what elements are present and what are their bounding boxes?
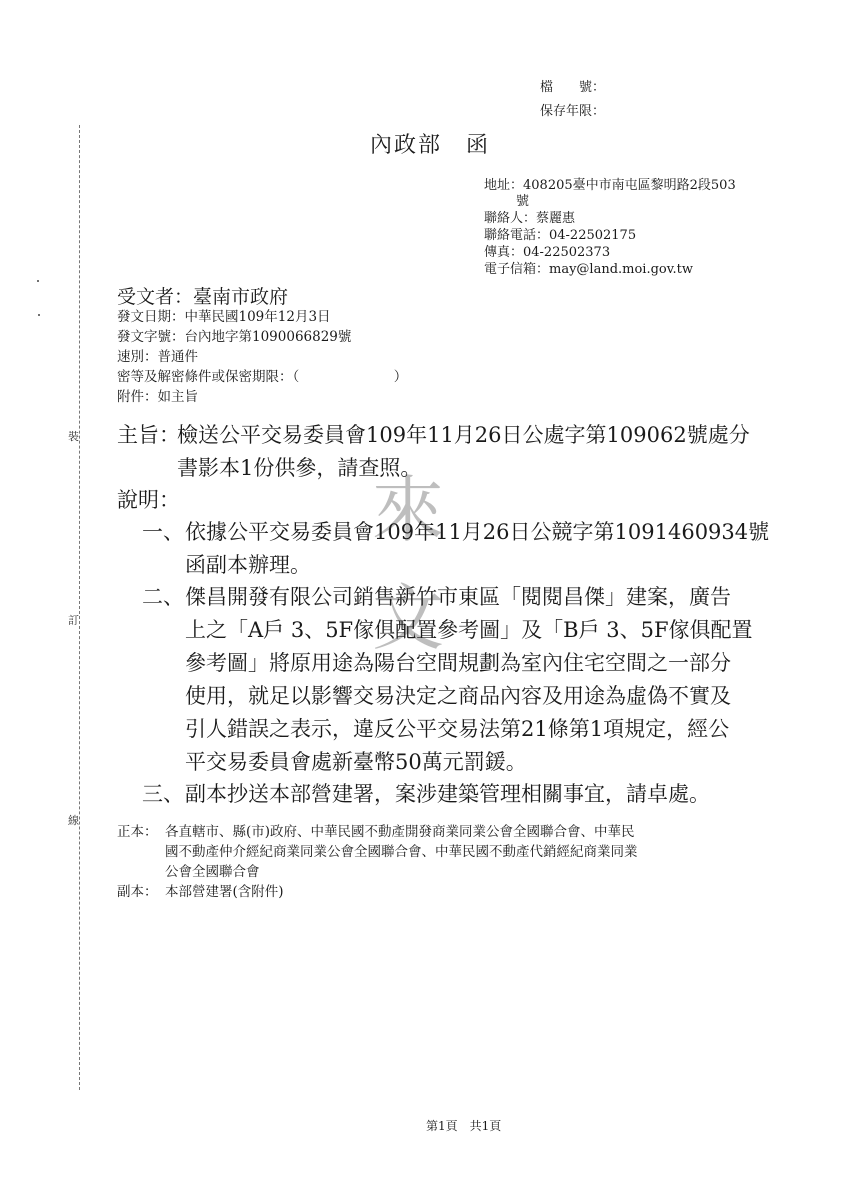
page-number: 第1頁 共1頁 [426, 1119, 502, 1133]
item-line: 上之「A戶 3、5F傢俱配置參考圖」及「B戶 3、5F傢俱配置 [185, 618, 753, 642]
received-stamp: 來 [372, 468, 445, 552]
file-number-label: 檔 號： [540, 80, 606, 95]
primary-recipients-line: 國不動產仲介經紀商業同業公會全國聯合會、中華民國不動產代銷經紀商業同業 [165, 844, 638, 860]
binding-mark-xian: 線 [68, 814, 79, 827]
item-line: 引人錯誤之表示，違反公平交易法第21條第1項規定，經公 [185, 717, 730, 741]
sender-address-cont: 號 [516, 194, 530, 209]
primary-recipients-label: 正本： [117, 824, 158, 840]
subject-label: 主旨： [117, 423, 180, 447]
sender-fax: 傳真：04-22502373 [484, 245, 611, 260]
delivery-speed: 速別：普通件 [117, 349, 198, 365]
page-title: 內政部 函 [370, 133, 491, 158]
sender-email: 電子信箱：may@land.moi.gov.tw [484, 262, 694, 277]
item-line: 傑昌開發有限公司銷售新竹市東區「閱閱昌傑」建案，廣告 [185, 585, 731, 609]
retention-period-label: 保存年限： [540, 104, 606, 119]
attachment: 附件：如主旨 [117, 389, 198, 405]
item-line: 函副本辦理。 [185, 553, 311, 577]
issue-date: 發文日期：中華民國109年12月3日 [117, 309, 331, 325]
binding-mark-ding: 訂 [68, 614, 79, 627]
subject-line: 書影本1份供參，請查照。 [177, 456, 422, 480]
primary-recipients-line: 公會全國聯合會 [165, 864, 260, 880]
received-stamp: 文 [372, 576, 445, 660]
copy-recipients-label: 副本： [117, 884, 158, 900]
sender-address: 地址：408205臺中市南屯區黎明路2段503 [484, 178, 736, 193]
item-number: 三、 [142, 782, 184, 806]
recipient: 受文者：臺南市政府 [117, 286, 289, 308]
binding-mark-zhuang: 裝 [68, 430, 79, 443]
scan-speck [38, 314, 40, 316]
item-line: 副本抄送本部營建署，案涉建築管理相關事宜，請卓處。 [185, 782, 710, 806]
item-line: 依據公平交易委員會109年11月26日公競字第1091460934號 [185, 520, 770, 544]
primary-recipients-line: 各直轄市、縣(市)政府、中華民國不動產開發商業同業公會全國聯合會、中華民 [165, 824, 635, 840]
sender-phone: 聯絡電話：04-22502175 [484, 228, 637, 243]
scan-speck [37, 280, 39, 282]
document-number: 發文字號：台內地字第1090066829號 [117, 329, 352, 345]
copy-recipients: 本部營建署(含附件) [165, 884, 284, 900]
binding-line [79, 125, 80, 1090]
item-number: 二、 [142, 585, 184, 609]
item-line: 參考圖」將原用途為陽台空間規劃為室內住宅空間之一部分 [185, 651, 731, 675]
explanation-label: 說明： [117, 488, 180, 512]
sender-contact: 聯絡人：蔡麗惠 [484, 211, 576, 226]
item-line: 平交易委員會處新臺幣50萬元罰鍰。 [185, 750, 527, 774]
subject-line: 檢送公平交易委員會109年11月26日公處字第109062號處分 [177, 423, 750, 447]
secrecy-level: 密等及解密條件或保密期限：（ ） [117, 369, 408, 385]
item-line: 使用，就足以影響交易決定之商品內容及用途為虛偽不實及 [185, 684, 731, 708]
item-number: 一、 [142, 520, 184, 544]
